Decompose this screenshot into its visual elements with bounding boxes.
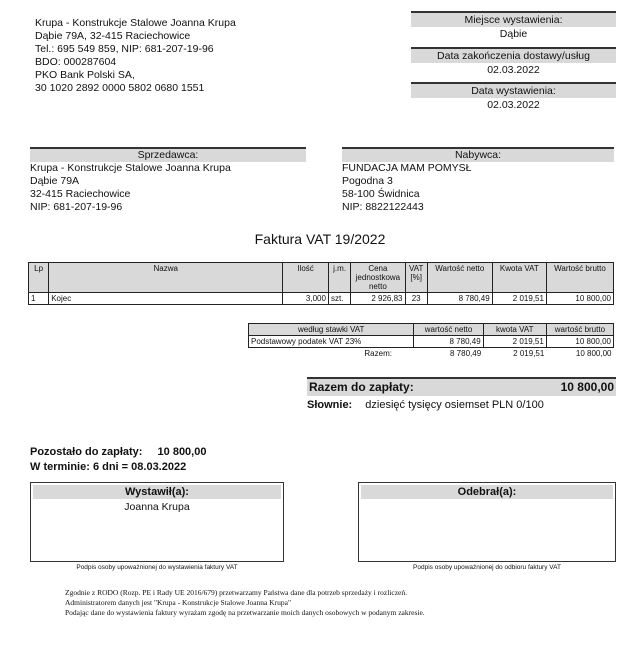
issuer-account: 30 1020 2892 0000 5802 0680 1551 <box>35 82 205 94</box>
received-label: Odebrał(a): <box>361 485 613 499</box>
seller-city: 32-415 Raciechowice <box>30 188 131 200</box>
header-net: Wartość netto <box>427 263 492 293</box>
header-price-line1: Cena <box>368 264 388 273</box>
vat-total-net: 8 780,49 <box>450 349 482 358</box>
seller-name: Krupa - Konstrukcje Stalowe Joanna Krupa <box>30 162 231 174</box>
vat-summary-table <box>248 323 614 359</box>
rodo-line-2: Administratorem danych jest "Krupa - Konstrukcje Stalowe Joanna Krupa" <box>65 598 292 607</box>
header-price <box>351 263 405 293</box>
invoice-title: Faktura VAT 19/2022 <box>254 231 386 247</box>
buyer-label: Nabywca: <box>342 147 614 162</box>
row-price: 2 926,83 <box>351 293 405 305</box>
rodo-line-3: Podając dane do wystawienia faktury wyrażam zgodę na przetwarzanie moich danych osobowych w podanym zakresie. <box>65 608 425 617</box>
delivery-date: 02.03.2022 <box>487 64 540 76</box>
remaining-amount: 10 800,00 <box>157 446 207 458</box>
header-vat <box>405 263 427 293</box>
vat-total-gross: 10 800,00 <box>575 349 612 358</box>
issue-label: Data wystawienia: <box>411 82 616 98</box>
row-gross: 10 800,00 <box>546 293 613 305</box>
buyer-city: 58-100 Świdnica <box>342 188 420 200</box>
info-place <box>411 11 616 41</box>
received-signature-area <box>358 482 616 571</box>
payment-term: W terminie: 6 dni = 08.03.2022 <box>30 461 187 473</box>
info-issue <box>411 82 616 112</box>
issuer-bdo: BDO: 000287604 <box>35 56 117 68</box>
vat-row-vat: 2 019,51 <box>483 336 546 348</box>
header-name: Nazwa <box>49 263 283 293</box>
vat-header-row <box>249 324 614 336</box>
row-unit: szt. <box>328 293 350 305</box>
received-caption: Podpis osoby upoważnionej do odbioru faktury VAT <box>413 564 561 571</box>
issuer-bank: PKO Bank Polski SA, <box>35 69 135 81</box>
header-price-line2: jednostkowa <box>355 273 401 282</box>
vat-header-gross: wartość brutto <box>546 324 613 336</box>
vat-total-label: Razem: <box>364 349 392 358</box>
row-name: Kojec <box>49 293 283 305</box>
row-lp: 1 <box>29 293 49 305</box>
place-value: Dąbie <box>499 28 528 40</box>
issuer-tel-nip: Tel.: 695 549 859, NIP: 681-207-19-96 <box>35 43 214 55</box>
issued-caption: Podpis osoby upoważnionej do wystawienia faktury VAT <box>76 564 238 571</box>
header-price-line3: netto <box>368 282 387 291</box>
received-signature-box <box>358 482 616 562</box>
issued-label: Wystawił(a): <box>33 485 281 499</box>
row-vat: 23 <box>405 293 427 305</box>
vat-row-rate: Podstawowy podatek VAT 23% <box>249 336 414 348</box>
seller-nip: NIP: 681-207-19-96 <box>30 201 123 213</box>
issuer-name: Krupa - Konstrukcje Stalowe Joanna Krupa <box>35 17 236 29</box>
header-vat-line1: VAT <box>408 264 424 273</box>
items-table <box>28 262 614 305</box>
vat-header-vat: kwota VAT <box>483 324 546 336</box>
buyer-nip: NIP: 8822122443 <box>342 201 424 213</box>
amount-due-value: 10 800,00 <box>560 380 614 394</box>
vat-row <box>249 336 614 348</box>
rodo-note <box>65 588 425 618</box>
seller-street: Dąbie 79A <box>30 175 80 187</box>
buyer-name: FUNDACJA MAM POMYSŁ <box>342 162 472 174</box>
header-lp: Lp <box>29 263 49 293</box>
vat-total-row <box>249 348 614 360</box>
remaining-label: Pozostało do zapłaty: <box>30 446 143 458</box>
issued-signature-box <box>30 482 284 562</box>
info-delivery <box>411 47 616 77</box>
amount-due-bar <box>307 377 616 396</box>
table-row <box>29 293 614 305</box>
seller-label: Sprzedawca: <box>30 147 306 162</box>
vat-header-net: wartość netto <box>414 324 483 336</box>
issuer-address: Dąbie 79A, 32-415 Raciechowice <box>35 30 191 42</box>
amount-in-words <box>307 399 616 411</box>
place-label: Miejsce wystawienia: <box>411 11 616 27</box>
header-unit: j.m. <box>328 263 350 293</box>
issued-name: Joanna Krupa <box>124 501 190 513</box>
delivery-label: Data zakończenia dostawy/usług <box>411 47 616 63</box>
buyer-street: Pogodna 3 <box>342 175 393 187</box>
words-label: Słownie: <box>307 399 353 411</box>
header-gross: Wartość brutto <box>546 263 613 293</box>
remaining-line <box>30 445 206 460</box>
items-header-row <box>29 263 614 293</box>
buyer-block <box>342 147 614 214</box>
header-vat-amount: Kwota VAT <box>492 263 546 293</box>
row-qty: 3,000 <box>283 293 329 305</box>
amount-due-label: Razem do zapłaty: <box>309 380 414 394</box>
row-net: 8 780,49 <box>427 293 492 305</box>
issue-date: 02.03.2022 <box>487 99 540 111</box>
header-qty: Ilość <box>283 263 329 293</box>
remaining-block <box>30 445 206 475</box>
vat-header-rate: według stawki VAT <box>249 324 414 336</box>
vat-row-net: 8 780,49 <box>414 336 483 348</box>
seller-block <box>30 147 306 214</box>
issuer-block <box>35 17 236 95</box>
words-value: dziesięć tysięcy osiemset PLN 0/100 <box>365 399 544 411</box>
vat-total-vat: 2 019,51 <box>513 349 545 358</box>
amount-due-block <box>307 377 616 411</box>
row-vat-amount: 2 019,51 <box>492 293 546 305</box>
vat-row-gross: 10 800,00 <box>546 336 613 348</box>
header-vat-line2: [%] <box>410 273 422 282</box>
issued-signature-area <box>30 482 284 571</box>
rodo-line-1: Zgodnie z RODO (Rozp. PE i Rady UE 2016/679) przetwarzamy Państwa dane dla potrzeb sprzedaży i rozliczeń. <box>65 588 407 597</box>
